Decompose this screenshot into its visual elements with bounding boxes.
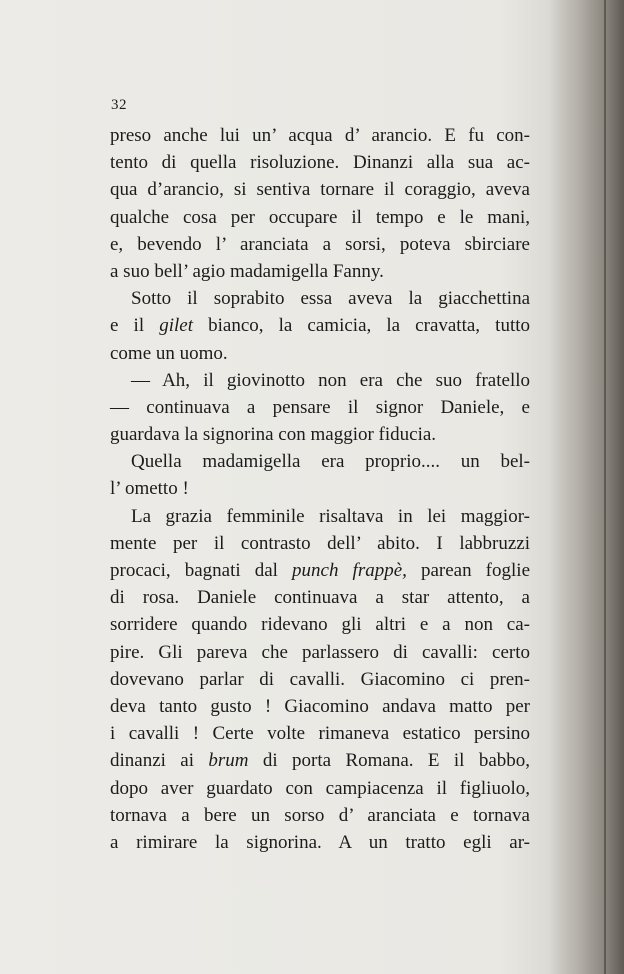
text-line: preso anche lui un’ acqua d’ arancio. E fu con- [110,125,530,146]
text-line: La grazia femminile risaltava in lei maggior- [131,505,530,527]
text-line: di rosa. Daniele continuava a star attento, a [110,587,530,609]
text-segment: procaci, bagnati dal [110,560,293,581]
text-line: qua d’arancio, si sentiva tornare il coraggio, aveva [110,179,530,201]
body-text [110,122,530,856]
text-line: a suo bell’ agio madamigella Fanny. [110,260,384,282]
text-line: sorridere quando ridevano gli altri e a non ca- [110,614,530,636]
text-line: — continuava a pensare il signor Daniele, e [110,396,530,418]
text-line [110,557,530,584]
text-segment: di porta Romana. E il babbo, [248,750,530,772]
text-line: l’ ometto ! [110,478,189,500]
text-segment: dinanzi ai [110,750,209,772]
text-segment: parean foglie [406,560,531,581]
page-number: 32 [111,97,127,113]
text-line: come un uomo. [110,342,228,364]
text-line: qualche cosa per occupare il tempo e le mani, [110,206,530,228]
text-line: i cavalli ! Certe volte rimaneva estatico persino [110,723,530,745]
italic-word: brum [208,750,249,772]
text-line: guardava la signorina con maggior fiducia. [110,424,437,446]
text-line: a rimirare la signorina. A un tratto egli ar- [110,831,530,853]
text-line: — Ah, il giovinotto non era che suo fratello [131,369,530,391]
text-line: dovevano parlar di cavalli. Giacomino ci pren- [110,668,530,690]
text-line [110,312,530,339]
text-line: dopo aver guardato con campiacenza il figliuolo, [110,777,530,799]
text-segment: bianco, la camicia, la cravatta, tutto [193,315,530,337]
text-line [110,747,530,774]
text-segment: e il [110,315,160,337]
text-line: tornava a bere un sorso d’ aranciata e tornava [110,804,530,826]
page-edge-shadow [548,0,624,974]
page-edge-line [604,0,606,974]
text-line: e, bevendo l’ aranciata a sorsi, poteva sbirciare [110,233,530,255]
text-line: pire. Gli pareva che parlassero di cavalli: certo [110,641,530,663]
text-line: mente per il contrasto dell’ abito. I labbruzzi [110,532,530,554]
text-line: Quella madamigella era proprio.... un bel- [131,451,530,473]
text-line: deva tanto gusto ! Giacomino andava matto per [110,695,530,717]
text-line: Sotto il soprabito essa aveva la giacchettina [131,288,530,310]
italic-word: punch frappè, [292,560,407,581]
italic-word: gilet [159,315,193,337]
text-line: tento di quella risoluzione. Dinanzi alla sua ac- [110,152,530,174]
